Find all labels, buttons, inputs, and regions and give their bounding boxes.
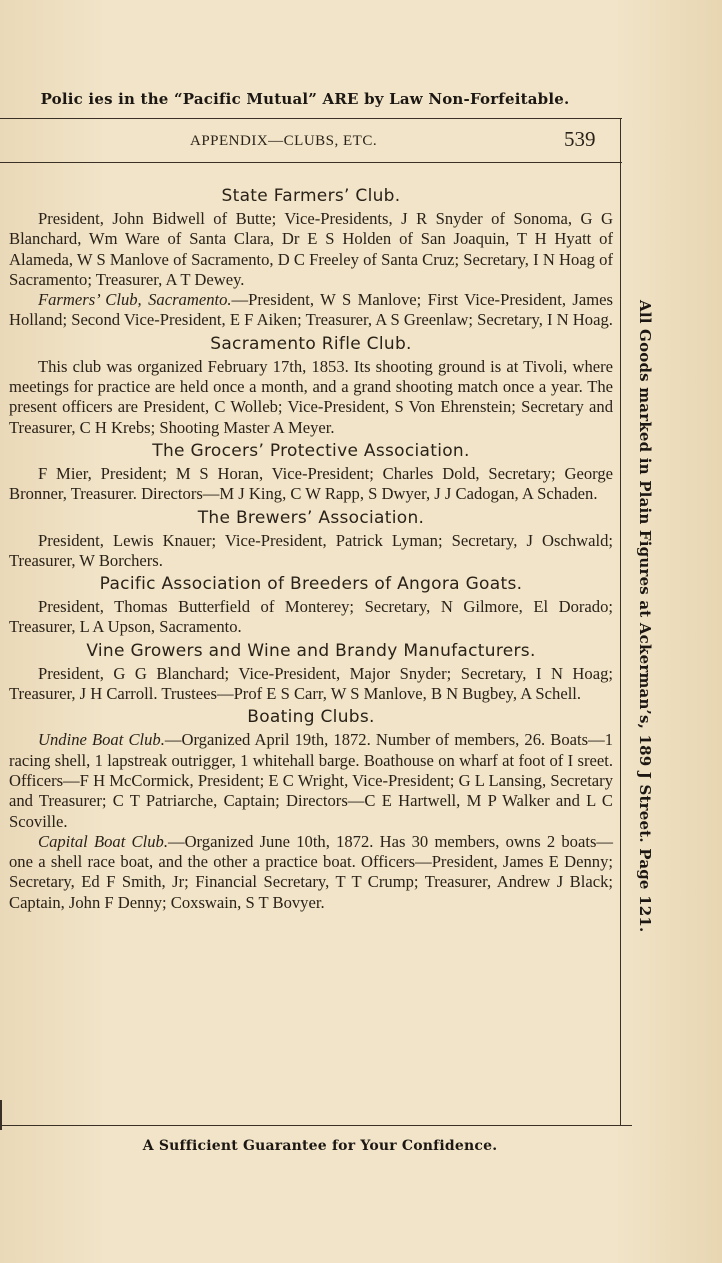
section-title: Sacramento Rifle Club. [210,333,412,354]
section-title: Vine Growers and Wine and Brandy Manufacturers. [86,640,536,661]
paragraph-text: F Mier, President; M S Horan, Vice-President; Charles Dold, Secretary; George Bronner, Treasurer. Directors—M J King, C W Rapp, S Dwyer, J J Cadogan, A Schaden. [9,463,613,504]
paragraph-text: —Organized April 19th, 1872. Number of members, 26. Boats—1 racing shell, 1 lapstreak outrigger, 1 whitehall barge. Boathouse on wharf at foot of I sreet. Officers—F H McCormick, President; E C Wright, Vice-President; G L Lansing, Secretary and Treasurer; C T Patriarche, Captain; Directors—C E Hartwell, M P Walker and L C Scoville. [9,730,613,831]
paragraph [9,730,613,831]
footer-rule [0,1125,632,1126]
section-title: The Brewers’ Association. [197,507,425,528]
page-number: 539 [564,127,596,151]
paragraph-text: President, G G Blanchard; Vice-President, Major Snyder; Secretary, I N Hoag; Treasurer, J H Carroll. Trustees—Prof E S Carr, W S Manlove, B N Bugbey, A Schell. [9,663,613,704]
paragraph [9,290,613,331]
paragraph [9,531,613,572]
footer-advertisement: A Sufficient Guarantee for Your Confidence. [142,1138,498,1154]
paragraph [9,664,613,705]
paragraph [9,464,613,505]
section-title: The Grocers’ Protective Association. [152,440,470,461]
page-body [9,183,613,913]
running-head-rule [0,162,622,163]
paragraph-text: —President, W S Manlove; First Vice-President, James Holland; Second Vice-President, E F Aiken; Treasurer, A S Greenlaw; Secretary, I N Hoag. [9,290,613,330]
paragraph [9,832,613,913]
paragraph-text: —Organized June 10th, 1872. Has 30 members, owns 2 boats—one a shell race boat, and the other a practice boat. Officers—President, James E Denny; Secretary, Ed F Smith, Jr; Financial Secretary, T T Crump; Treasurer, Andrew J Black; Captain, John F Denny; Coxswain, S T Bovyer. [9,831,613,912]
section-title: Boating Clubs. [247,707,375,728]
header-rule [0,118,622,119]
paragraph-text: President, John Bidwell of Butte; Vice-Presidents, J R Snyder of Sonoma, G G Blanchard, Wm Ware of Santa Clara, Dr E S Holden of San Joaquin, T H Hyatt of Alameda, W S Manlove of Sacramento, D C Freeley of Santa Cruz; Secretary, I N Hoag of Sacramento; Treasurer, A T Dewey. [9,209,613,289]
paragraph-text: This club was organized February 17th, 1853. Its shooting ground is at Tivoli, where meetings for practice are held once a month, and a grand shooting match once a year. The present officers are President, C Wolleb; Vice-President, S Von Ehrenstein; Secretary and Treasurer, C H Krebs; Shooting Master A Meyer. [9,356,613,437]
side-advertisement: All Goods marked in Plain Figures at Ackerman’s, 189 J Street. Page 121. [636,300,654,933]
club-name: Capital Boat Club. [38,831,168,851]
paragraph-text: President, Lewis Knauer; Vice-President, Patrick Lyman; Secretary, J Oschwald; Treasurer, W Borchers. [9,530,613,570]
paragraph-text: President, Thomas Butterfield of Monterey; Secretary, N Gilmore, El Dorado; Treasurer, L A Upson, Sacramento. [9,597,613,637]
right-border-rule [620,118,621,1125]
section-title: Pacific Association of Breeders of Angora Goats. [99,574,523,595]
paragraph [9,597,613,638]
header-advertisement: Polic ies in the “Pacific Mutual” ARE by Law Non-Forfeitable. [40,90,570,108]
running-head: APPENDIX—CLUBS, ETC. [190,133,378,149]
club-name: Undine Boat Club. [38,730,165,750]
paragraph [9,357,613,438]
paragraph [9,209,613,290]
section-title: State Farmers’ Club. [221,186,401,206]
club-name: Farmers’ Club, Sacramento. [38,290,232,310]
